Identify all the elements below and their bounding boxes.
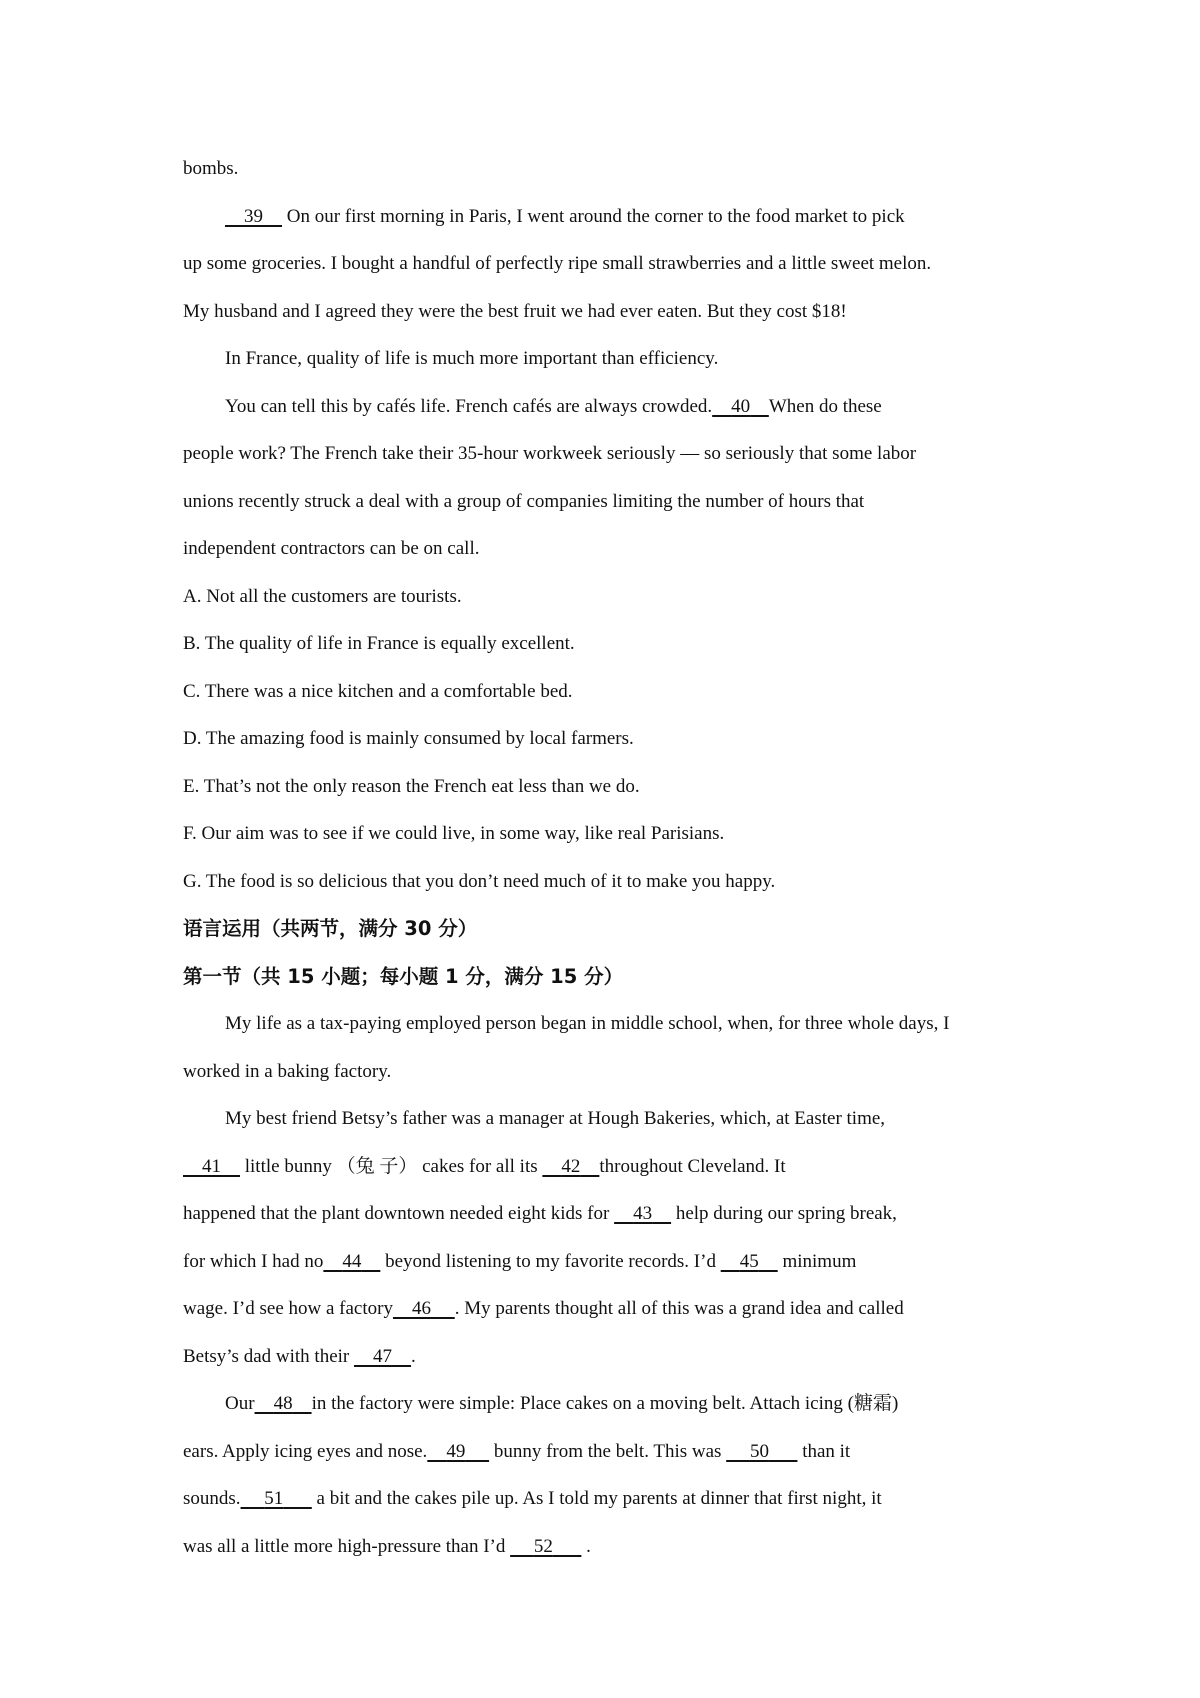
blank-45[interactable]: 45	[739, 1250, 759, 1272]
passage-line: up some groceries. I bought a handful of perfectly ripe small strawberries and a little sweet melon.	[183, 253, 932, 274]
cloze-line-51: sounds. 51 a bit and the cakes pile up. As I told my parents at dinner that first night, it	[183, 1488, 882, 1509]
blank-52[interactable]: 52	[533, 1535, 553, 1557]
blank-47[interactable]: 47	[372, 1345, 392, 1367]
passage-line: independent contractors can be on call.	[183, 538, 480, 559]
option-b: B. The quality of life in France is equally excellent.	[183, 633, 575, 654]
blank-41[interactable]: 41	[202, 1155, 221, 1177]
document-page	[183, 145, 1033, 1570]
blank-50[interactable]: 50	[749, 1440, 769, 1462]
cloze-line-46: wage. I’d see how a factory 46 . My parents thought all of this was a grand idea and called	[183, 1298, 904, 1319]
blank-49[interactable]: 49	[446, 1440, 466, 1462]
passage-paragraph: In France, quality of life is much more important than efficiency.	[225, 348, 719, 369]
cloze-line: worked in a baking factory.	[183, 1060, 392, 1082]
blank-40[interactable]: 40	[731, 395, 751, 417]
cloze-line-43: happened that the plant downtown needed eight kids for 43 help during our spring break,	[183, 1203, 897, 1224]
blank-44[interactable]: 44	[342, 1250, 362, 1272]
blank-46[interactable]: 46	[411, 1298, 431, 1319]
cloze-line: My best friend Betsy’s father was a manager at Hough Bakeries, which, at Easter time,	[225, 1108, 886, 1129]
option-f: F. Our aim was to see if we could live, in some way, like real Parisians.	[183, 823, 725, 844]
option-d: D. The amazing food is mainly consumed by local farmers.	[183, 728, 634, 749]
option-g: G. The food is so delicious that you don’t need much of it to make you happy.	[183, 870, 776, 892]
cloze-line: My life as a tax-paying employed person began in middle school, when, for three whole days, I	[225, 1013, 950, 1034]
cloze-line-47: Betsy’s dad with their 47 .	[183, 1345, 416, 1367]
cloze-line-41: 41 little bunny （兔 子） cakes for all its 42 throughout Cleveland. It	[183, 1143, 1033, 1191]
cloze-line-52: was all a little more high-pressure than I’d 52 .	[183, 1535, 591, 1557]
blank-39[interactable]: 39	[244, 205, 263, 227]
section-title: 语言运用（共两节，满分 30 分）	[183, 917, 478, 940]
section-subtitle: 第一节（共 15 小题；每小题 1 分，满分 15 分）	[183, 964, 624, 988]
passage-paragraph-40: You can tell this by cafés life. French cafés are always crowded. 40 When do these	[225, 395, 882, 417]
blank-48[interactable]: 48	[273, 1393, 293, 1414]
cloze-line-48: Our 48 in the factory were simple: Place cakes on a moving belt. Attach icing (糖霜)	[225, 1393, 899, 1414]
passage-paragraph-39: 39 On our first morning in Paris, I went around the corner to the food market to pick	[183, 193, 1033, 241]
cloze-line-44: for which I had no 44 beyond listening to my favorite records. I’d 45 minimum	[183, 1250, 857, 1272]
passage-line: people work? The French take their 35-hour workweek seriously — so seriously that some labor	[183, 443, 917, 464]
blank-42[interactable]: 42	[561, 1155, 581, 1177]
blank-43[interactable]: 43	[633, 1203, 653, 1224]
option-c: C. There was a nice kitchen and a comfortable bed.	[183, 680, 573, 702]
passage-line: unions recently struck a deal with a group of companies limiting the number of hours that	[183, 490, 865, 512]
passage-line: My husband and I agreed they were the best fruit we had ever eaten. But they cost $18!	[183, 300, 847, 322]
option-a: A. Not all the customers are tourists.	[183, 585, 462, 607]
cloze-line-49: ears. Apply icing eyes and nose. 49 bunny from the belt. This was 50 than it	[183, 1440, 851, 1462]
passage-line: bombs.	[183, 158, 239, 179]
option-e: E. That’s not the only reason the French eat less than we do.	[183, 775, 640, 797]
blank-51[interactable]: 51	[264, 1488, 284, 1509]
